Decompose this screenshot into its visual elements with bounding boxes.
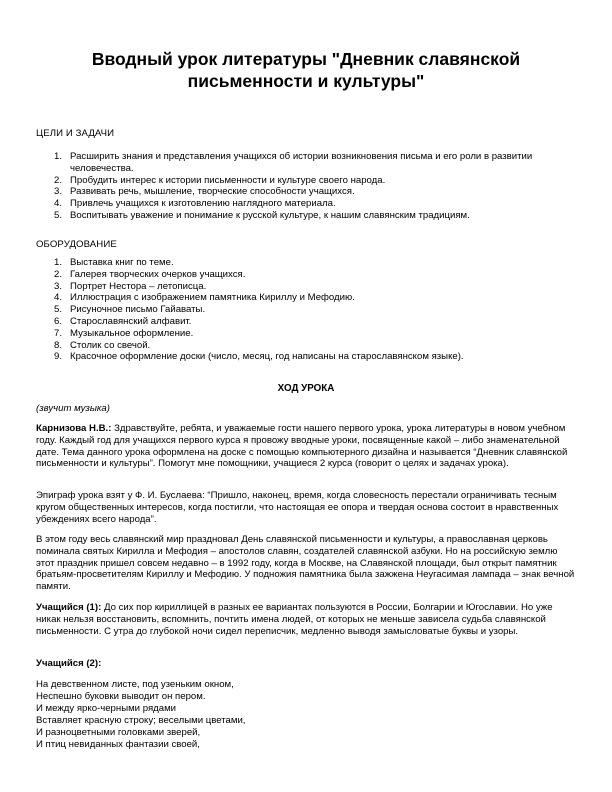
- goals-heading: ЦЕЛИ И ЗАДАЧИ: [36, 128, 115, 139]
- speaker-name: Учащийся (1):: [36, 602, 102, 613]
- list-item: 5. Рисуночное письмо Гайаваты.: [54, 304, 206, 316]
- paragraph-holiday: В этом году весь славянский мир праздновал День славянской письменности и культуры, а православная церковь поминала святых Кирилла и Мефодия – апостолов славян, создателей славянской азбуки. Но на российскую землю этот праздник пришел совсем недавно – в 1992 году, когда в Москве, на Славянской площади, был открыт памятник братьям-просветителям Кириллу и Мефодию. У подножия памятника была зажжена Неугасимая лампада – знак вечной памяти.: [36, 534, 575, 593]
- speaker-name: Учащийся (2):: [36, 658, 102, 669]
- paragraph-student-1: Учащийся (1): До сих пор кириллицей в разных ее вариантах пользуются в России, Болгарии и Югославии. Но уже никак нельзя восстановить, вспомнить, почтить имена людей, от которых не меньше зависела судьба славянской письменности. С утра до глубокой ночи сидел переписчик, медленно выводя замысловатые буквы и узоры.: [36, 602, 553, 637]
- list-item: 6. Старославянский алфавит.: [54, 315, 192, 327]
- equipment-list: [36, 257, 576, 363]
- list-item: 5. Воспитывать уважение и понимание к русской культуре, к нашим славянским традициям.: [54, 209, 470, 221]
- paragraph-student-2: [36, 658, 576, 670]
- poem-line: На девственном листе, под узеньким окном,: [36, 679, 234, 690]
- list-item: 7. Музыкальное оформление.: [54, 327, 194, 339]
- poem: [36, 679, 576, 750]
- music-note: (звучит музыка): [36, 403, 110, 414]
- lesson-heading: ХОД УРОКА: [277, 383, 335, 394]
- list-item: 4. Иллюстрация с изображением памятника Кириллу и Мефодию.: [54, 292, 355, 304]
- list-item: 2. Галерея творческих очерков учащихся.: [54, 268, 246, 280]
- poem-line: Неспешно буковки выводит он пером.: [36, 690, 206, 702]
- equipment-heading: ОБОРУДОВАНИЕ: [36, 239, 117, 250]
- list-item: 4. Привлечь учащихся к изготовлению наглядного материала.: [54, 198, 336, 210]
- speaker-name: Карнизова Н.В.:: [36, 423, 112, 434]
- list-item: 3. Развивать речь, мышление, творческие способности учащихся.: [54, 186, 355, 198]
- goals-list: [36, 151, 576, 222]
- poem-line: И между ярко-черными рядами: [36, 702, 177, 714]
- page-title: Вводный урок литературы "Дневник славянской письменности и культуры": [91, 49, 521, 91]
- list-item: 3. Портрет Нестора – летописца.: [54, 280, 207, 292]
- list-item: 8. Столик со свечой.: [54, 339, 151, 351]
- poem-line: И птиц невиданных фантазии своей,: [36, 738, 200, 750]
- list-item: 1. Расширить знания и представления учащихся об истории возникновения письма и его роли в развитии человечества.: [54, 151, 533, 174]
- poem-line: И разноцветными головками зверей,: [36, 726, 201, 738]
- list-item: 1. Выставка книг по теме.: [54, 257, 174, 268]
- list-item: 2. Пробудить интерес к истории письменности и культуре своего народа.: [54, 174, 386, 186]
- paragraph-intro: Карнизова Н.В.: Здравствуйте, ребята, и уважаемые гости нашего первого урока, урока литературы в новом учебном году. Каждый год для учащихся первого курса я провожу вводные уроки, посвященные какой – либо знаменательной дате. Тема данного урока оформлена на доске с помощью компьютерного дизайна и называется “Дневник славянской письменности и культуры”. Помогут мне помощники, учащиеся 2 курса (говорит о целях и задачах урока).: [36, 423, 568, 470]
- list-item: 9. Красочное оформление доски (число, месяц, год написаны на старославянском языке).: [54, 351, 464, 363]
- paragraph-epigraph: Эпиграф урока взят у Ф. И. Буслаева: “Пришло, наконец, время, когда словесность перестали ограничивать тесным кругом общественных интересов, когда постигли, что настоящая ее опора и твердая основа состоит в нравственных убеждениях всего народа”.: [36, 490, 559, 525]
- poem-line: Вставляет красную строку; веселыми цветами,: [36, 714, 246, 726]
